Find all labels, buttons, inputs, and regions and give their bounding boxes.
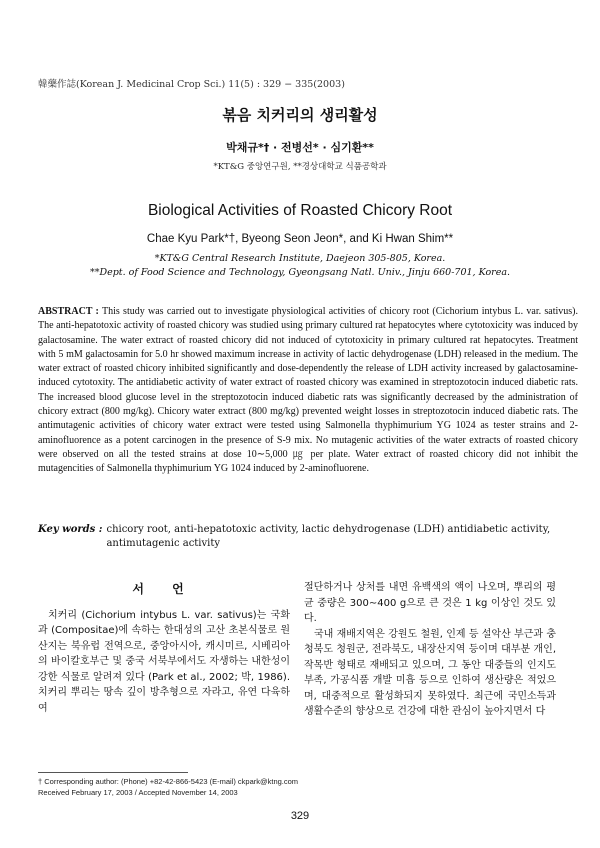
english-authors: Chae Kyu Park*†, Byeong Seon Jeon*, and Ki Hwan Shim**	[146, 233, 454, 245]
keywords-text: chicory root, anti-hepatotoxic activity, lactic dehydrogenase (LDH) antidiabetic activity, antimutagenic activity	[106, 524, 551, 549]
abstract-label: ABSTRACT :	[38, 306, 99, 317]
right-paragraph-2: 국내 재배지역은 강원도 철원, 인제 등 설악산 부근과 충청북도 청원군, 전라북도, 내장산지역 등이며 대부분 개인, 작목반 형태로 재배되고 있으며, 그 동안 대중들의 인지도 부족, 가공식품 개발 미흡 등으로 인하여 생산량은 적었으며, 대중적으로 활성화되지 못하였다. 최근에 국민소득과 생활수준의 향상으로 건강에 대한 관심이 높아지면서 다	[304, 628, 556, 717]
english-affiliation-2: **Dept. of Food Science and Technology, Gyeongsang Natl. Univ., Jinju 660-701, Korea.	[89, 267, 511, 278]
received-date-note: Received February 17, 2003 / Accepted November 14, 2003	[38, 788, 238, 797]
english-title: Biological Activities of Roasted Chicory Root	[147, 202, 453, 219]
abstract-text: This study was carried out to investigate physiological activities of chicory root (Cichorium intybus L. var. sativus). The anti-hepatotoxic activity of roasted chicory was studied using primary cultured rat hepatocytes where cytotoxicity was induced by galactosamine. The water extract of roasted chicory did not induced of cytotoxicity in primary cultured rat hepatocytes. Treatment with 5 mM galactosamin for 5.0 hr showed maximum increase in activity of lactic dehydrogenase (LDH) released in the medium. The water extract of roasted chicory inhibited significantly and dose-dependently the release of LDH activity increased by galactosamine-induced cytotoxity. The antidiabetic activity of water extract of roasted chicory was examined in streptozotocin induced diabetic rats. The increased blood glucose level in the streptozotocin induced diabetic rats was significantly decreased by the administration of chicory extract (800 mg/kg). Chicory water extract (800 mg/kg) prevented weight losses in streptozotocin induced diabetic rats. The antimutagenic activities of chicory water extract were tested using Salmonella thyphimurium YG 1024 as tester strains and 2-aminofluorence as a potent carcinogen in the presence of S-9 mix. No mutagenic activities of the water extracts of roasted chicory were observed on all the tested strains at dose 10∼5,000 ㎍ per plate. Water extract of roasted chicory did not inhibit the mutagencities of Salmonella thyphimurium YG 1024 induced by 2-aminofluorene.	[38, 306, 578, 475]
korean-authors: 박채규*† · 전병선* · 심기환**	[226, 141, 374, 154]
abstract	[38, 305, 578, 477]
korean-title: 볶음 치커리의 생리활성	[222, 106, 378, 124]
left-column	[38, 580, 290, 716]
introduction-heading: 서 언	[132, 582, 196, 596]
corresponding-author-note: † Corresponding author: (Phone) +82-42-866-5423 (E-mail) ckpark@ktng.com	[38, 777, 299, 786]
footnote-divider	[38, 772, 188, 773]
right-paragraph-1: 절단하거나 상처를 내면 유백색의 액이 나오며, 뿌리의 평균 중량은 300∼400 g으로 큰 것은 1 kg 이상인 것도 있다.	[304, 582, 556, 624]
left-paragraph: 치커리 (Cichorium intybus L. var. sativus)는 국화과 (Compositae)에 속하는 한대성의 고산 초본식물로 원산지는 북유럽 전역으로, 중앙아시아, 캐시미르, 시베리아의 바이칼호부근 및 중국 서북부에서도 자생하는 내한성이 강한 식물로 알려져 있다 (Park et al., 2002; 박, 1986). 치커리 뿌리는 땅속 깊이 방추형으로 자라고, 유연 다육하여	[38, 609, 290, 714]
korean-affiliation: *KT&G 중앙연구원, **경상대학교 식품공학과	[213, 162, 387, 172]
page-number: 329	[290, 810, 310, 822]
footnotes	[38, 776, 298, 798]
right-column	[304, 580, 556, 720]
english-affiliation-1: *KT&G Central Research Institute, Daejeon 305-805, Korea.	[154, 253, 446, 264]
keywords-label: Key words :	[38, 524, 103, 535]
keywords	[38, 523, 578, 551]
journal-header: 韓藥作誌(Korean J. Medicinal Crop Sci.) 11(5) : 329 − 335(2003)	[38, 79, 345, 90]
